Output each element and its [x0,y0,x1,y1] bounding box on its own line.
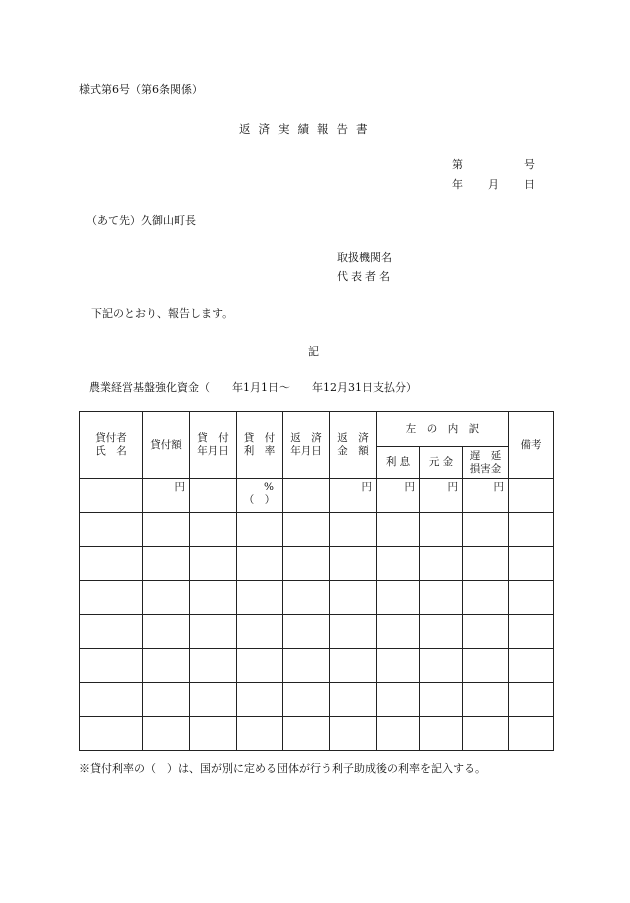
table-cell[interactable] [143,513,190,547]
table-cell[interactable] [330,683,377,717]
table-cell[interactable] [377,513,420,547]
table-cell[interactable] [283,683,330,717]
table-cell[interactable] [80,547,143,581]
table-cell[interactable] [190,683,237,717]
unit-yen[interactable]: 円 [420,479,463,513]
form-number: 様式第6号（第6条関係） [79,83,203,96]
table-cell[interactable] [237,615,283,649]
unit-yen[interactable]: 円 [377,479,420,513]
representative-label: 代表者名 [337,270,393,283]
table-cell[interactable] [420,649,463,683]
table-cell[interactable] [509,513,554,547]
table-cell[interactable] [237,513,283,547]
table-cell[interactable] [463,581,509,615]
cell[interactable] [509,479,554,513]
header-remarks: 備考 [509,412,554,479]
table-cell[interactable] [190,649,237,683]
document-title: 返済実績報告書 [239,122,376,136]
cell[interactable] [283,479,330,513]
table-cell[interactable] [330,513,377,547]
table-row [80,513,554,547]
doc-number-prefix: 第 [452,158,463,171]
table-cell[interactable] [463,513,509,547]
table-cell[interactable] [509,547,554,581]
cell[interactable] [80,479,143,513]
table-row [80,649,554,683]
table-row [80,683,554,717]
table-cell[interactable] [283,513,330,547]
table-cell[interactable] [463,649,509,683]
table-cell[interactable] [283,581,330,615]
table-cell[interactable] [463,717,509,751]
header-late-fee: 遅 延 損害金 [463,447,509,479]
unit-percent[interactable] [237,479,283,513]
table-cell[interactable] [377,717,420,751]
header-loan-amount: 貸付額 [143,412,190,479]
table-cell[interactable] [377,683,420,717]
table-cell[interactable] [509,683,554,717]
table-cell[interactable] [463,547,509,581]
date-day: 日 [524,178,535,191]
table-cell[interactable] [509,581,554,615]
table-cell[interactable] [190,513,237,547]
table-cell[interactable] [509,649,554,683]
table-cell[interactable] [190,581,237,615]
table-row [80,547,554,581]
unit-percent-sign: % [264,481,274,493]
table-cell[interactable] [143,581,190,615]
table-cell[interactable] [143,615,190,649]
table-cell[interactable] [420,615,463,649]
table-cell[interactable] [80,615,143,649]
cell[interactable] [190,479,237,513]
table-cell[interactable] [80,683,143,717]
table-row [80,615,554,649]
table-cell[interactable] [330,581,377,615]
table-cell[interactable] [330,717,377,751]
fund-line: 農業経営基盤強化資金（ 年1月1日～ 年12月31日支払分） [89,381,417,394]
table-row [80,581,554,615]
table-cell[interactable] [463,683,509,717]
header-breakdown: 左 の 内 訳 [377,412,509,447]
table-cell[interactable] [237,547,283,581]
institution-label: 取扱機関名 [337,251,392,264]
table-row-units [80,479,554,513]
table-cell[interactable] [80,649,143,683]
unit-percent-paren: （ ） [243,494,276,506]
unit-yen[interactable]: 円 [143,479,190,513]
table-cell[interactable] [377,581,420,615]
date-month: 月 [488,178,499,191]
table-cell[interactable] [283,547,330,581]
footnote: ※貸付利率の（ ）は、国が別に定める団体が行う利子助成後の利率を記入する。 [79,762,486,775]
table-cell[interactable] [330,649,377,683]
table-cell[interactable] [237,581,283,615]
table-cell[interactable] [420,581,463,615]
addressee: （あて先）久御山町長 [86,214,196,227]
table-cell[interactable] [143,683,190,717]
table-cell[interactable] [330,547,377,581]
table-cell[interactable] [190,547,237,581]
table-cell[interactable] [80,513,143,547]
intro-text: 下記のとおり、報告します。 [91,307,234,320]
header-repay-amount: 返 済 金 額 [330,412,377,479]
header-repay-date: 返 済 年月日 [283,412,330,479]
table-cell[interactable] [377,615,420,649]
header-loan-rate: 貸 付 利 率 [237,412,283,479]
table-cell[interactable] [330,615,377,649]
table-cell[interactable] [283,717,330,751]
header-borrower: 貸付者 氏 名 [80,412,143,479]
table-cell[interactable] [237,683,283,717]
table-cell[interactable] [237,649,283,683]
table-cell[interactable] [283,615,330,649]
table-cell[interactable] [80,717,143,751]
table-cell[interactable] [420,513,463,547]
doc-number-suffix: 号 [524,158,535,171]
ki-heading: 記 [308,345,319,358]
table-cell[interactable] [283,649,330,683]
table-cell[interactable] [463,615,509,649]
repayment-table [79,411,554,751]
table-cell[interactable] [80,581,143,615]
table-cell[interactable] [377,649,420,683]
unit-yen[interactable]: 円 [463,479,509,513]
table-cell[interactable] [420,547,463,581]
table-cell[interactable] [420,717,463,751]
date-year: 年 [452,178,463,191]
table-cell[interactable] [509,717,554,751]
table-cell[interactable] [143,717,190,751]
table-cell[interactable] [143,547,190,581]
table-cell[interactable] [237,717,283,751]
table-cell[interactable] [509,615,554,649]
header-interest: 利 息 [377,447,420,479]
header-loan-date: 貸 付 年月日 [190,412,237,479]
table-row [80,717,554,751]
table-cell[interactable] [377,547,420,581]
table-cell[interactable] [143,649,190,683]
table-cell[interactable] [420,683,463,717]
header-principal: 元 金 [420,447,463,479]
table-cell[interactable] [190,615,237,649]
unit-yen[interactable]: 円 [330,479,377,513]
table-cell[interactable] [190,717,237,751]
